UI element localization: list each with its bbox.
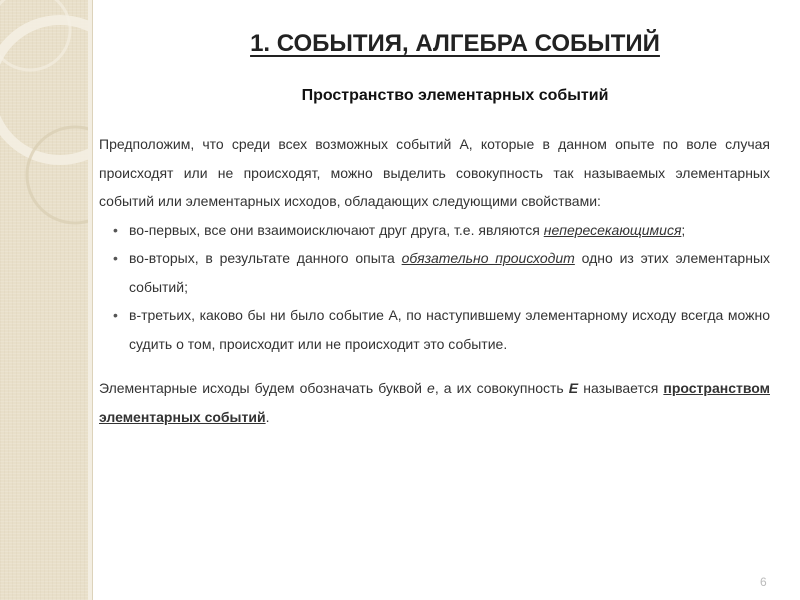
letter-e: е: [427, 380, 435, 396]
slide-body: [99, 130, 770, 431]
list-item: • во-первых, все они взаимоисключают друг друга, т.е. являются непересекающимися;: [99, 216, 770, 245]
properties-list: [99, 216, 770, 359]
conclusion-paragraph: Элементарные исходы будем обозначать буквой е, а их совокупность Е называется пространством элементарных событий.: [99, 380, 770, 425]
decorative-circles-graphic: [0, 0, 88, 600]
slide-title: 1. СОБЫТИЯ, АЛГЕБРА СОБЫТИЙ: [250, 30, 660, 57]
side-band-edge: [88, 0, 93, 600]
emphasis-text: обязательно происходит: [401, 250, 575, 266]
defined-term: пространством элементарных событий: [99, 380, 770, 425]
list-item: • во-вторых, в результате данного опыта обязательно происходит одно из этих элементарных событий;: [99, 244, 770, 301]
decorative-side-band: [0, 0, 88, 600]
letter-E: Е: [568, 380, 579, 396]
slide-subtitle: Пространство элементарных событий: [301, 87, 609, 104]
emphasis-text: непересекающимися: [543, 221, 682, 238]
list-item: • в-третьих, каково бы ни было событие А, по наступившему элементарному исходу всегда можно судить о том, происходит или не происходит это событие.: [99, 301, 770, 358]
intro-paragraph: Предположим, что среди всех возможных событий А, которые в данном опыте по воле случая происходят или не происходят, можно выделить совокупность так называемых элементарных событий или элементарных исходов, обладающих следующими свойствами:: [99, 136, 770, 209]
page-number: 6: [760, 575, 767, 589]
